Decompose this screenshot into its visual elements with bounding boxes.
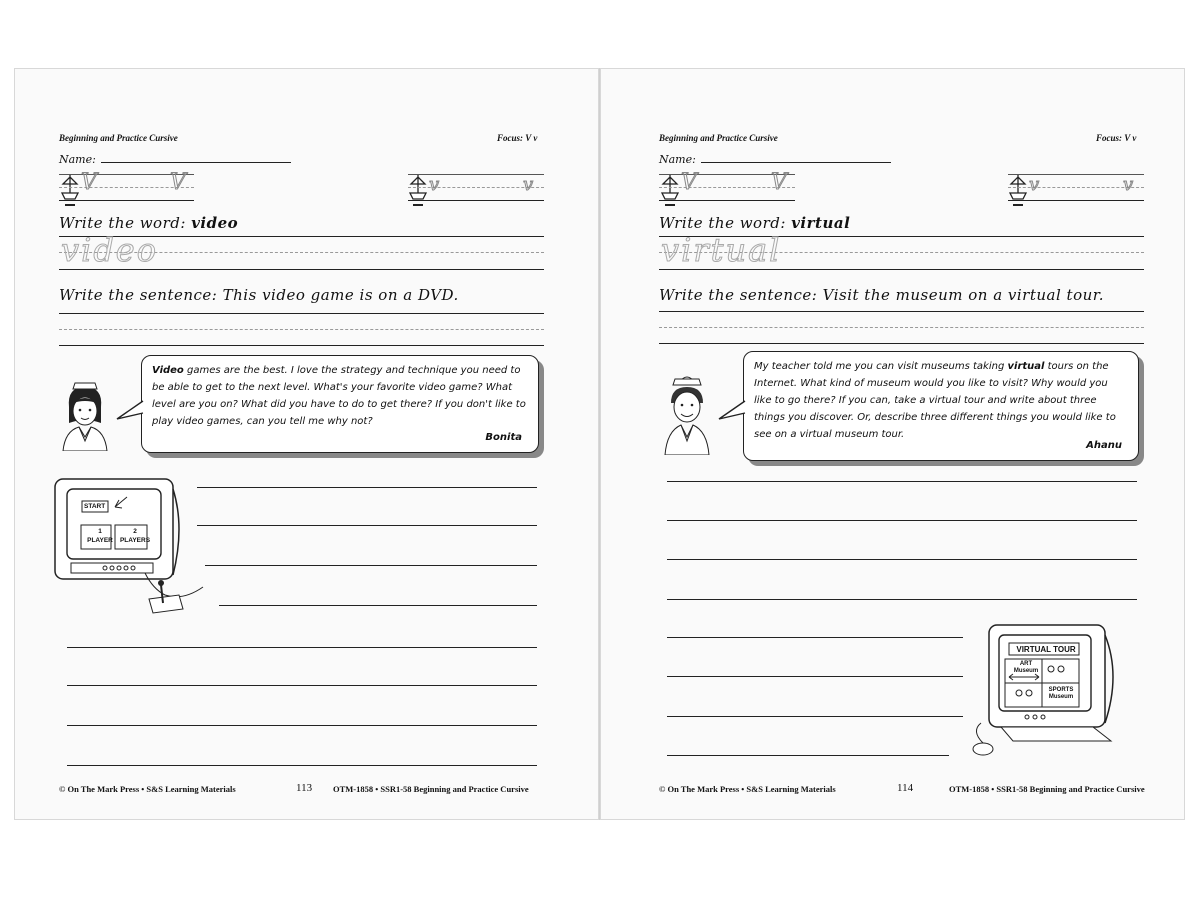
speech-bubble [743, 351, 1139, 461]
bubble-lead-word: Video [152, 365, 184, 376]
bubble-signature: Bonita [485, 432, 522, 443]
sentence-top-line [59, 313, 544, 314]
sentence-mid-line [59, 329, 544, 330]
trace-letter-lower-2: v [1123, 174, 1134, 195]
screen-p2-label: PLAYERS [119, 537, 151, 544]
trace-letter-upper-2: V [170, 170, 186, 195]
writing-line [205, 565, 537, 566]
focus-label: Focus: V v [497, 133, 538, 143]
writing-line [197, 487, 537, 488]
target-sentence: Visit the museum on a virtual tour. [822, 286, 1105, 304]
writing-line [67, 647, 537, 648]
focus-label: Focus: V v [1096, 133, 1137, 143]
guide-base-line [59, 200, 194, 201]
target-word: video [191, 214, 239, 232]
bubble-tail [717, 399, 747, 423]
sentence-base-line [659, 343, 1144, 344]
guide-base-line [408, 200, 544, 201]
writing-line [67, 725, 537, 726]
sentence-base-line [59, 345, 544, 346]
writing-line [667, 481, 1137, 482]
speech-bubble [141, 355, 539, 453]
word-prompt [659, 214, 850, 232]
word-prompt-label: Write the word: [659, 214, 786, 232]
page-number: 114 [897, 782, 914, 794]
page-header-title: Beginning and Practice Cursive [59, 133, 178, 143]
trace-word: virtual [661, 231, 782, 269]
sentence-prompt-label: Write the sentence: [59, 286, 218, 304]
sailboat-start-icon-2 [408, 173, 428, 209]
name-label: Name: [659, 153, 696, 166]
target-sentence: This video game is on a DVD. [222, 286, 459, 304]
bubble-tail [115, 399, 145, 423]
writing-line [67, 685, 537, 686]
footer-catalog: OTM-1858 • SSR1-58 Beginning and Practice Cursive [333, 784, 529, 794]
trace-letter-lower-2: v [523, 174, 534, 195]
word-prompt-label: Write the word: [59, 214, 186, 232]
bubble-body-end: tours on the Internet. What kind of museum would you like to visit? Why would you like to go there? If you can, take a virtual tour and write about three things you discover. Or, describe three different things you would like to see on a virtual museum tour. [754, 361, 1116, 440]
screen-p2-num: 2 [133, 528, 137, 535]
word-base-line [659, 269, 1144, 270]
name-line [101, 162, 291, 163]
writing-line [667, 520, 1137, 521]
writing-line [667, 599, 1137, 600]
screen-sports-museum: SPORTS Museum [1048, 687, 1074, 700]
trace-letter-upper-2: V [771, 170, 787, 195]
screen-p1-label: PLAYER [87, 537, 113, 544]
sailboat-start-icon [60, 173, 80, 209]
trace-letter-lower: v [1029, 174, 1040, 195]
screen-title: VIRTUAL TOUR [1016, 645, 1076, 654]
writing-line [667, 716, 963, 717]
screen-start-label: START [84, 503, 106, 510]
guide-base-line [1008, 200, 1144, 201]
writing-line [667, 755, 949, 756]
writing-line [197, 525, 537, 526]
girl-avatar [55, 379, 115, 451]
page-number: 113 [296, 782, 313, 794]
bubble-bold-word: virtual [1007, 361, 1045, 372]
target-word: virtual [791, 214, 851, 232]
bubble-text [754, 361, 1116, 440]
screen-art-museum: ART Museum [1013, 661, 1039, 674]
page-header-title: Beginning and Practice Cursive [659, 133, 778, 143]
footer-copyright: © On The Mark Press • S&S Learning Materials [659, 784, 836, 794]
boy-avatar [657, 369, 717, 455]
sentence-top-line [659, 311, 1144, 312]
right-worksheet-page [600, 68, 1185, 820]
writing-line [667, 676, 963, 677]
guide-base-line [659, 200, 795, 201]
sentence-prompt [59, 286, 459, 304]
sentence-prompt [659, 286, 1104, 304]
word-prompt [59, 214, 238, 232]
bubble-body: games are the best. I love the strategy and technique you need to be able to get to the next level. What's your favorite video game? What level are you on? What did you have to do to get there? If you don't like to play video games, can you tell me why not? [152, 365, 526, 427]
word-base-line [59, 269, 544, 270]
sentence-mid-line [659, 327, 1144, 328]
screen-two-players [119, 527, 151, 545]
screen-one-player [85, 527, 115, 545]
trace-word: video [61, 231, 158, 269]
writing-line [667, 637, 963, 638]
trace-letter-upper: V [81, 170, 97, 195]
bubble-body-start: My teacher told me you can visit museums taking [754, 361, 1008, 372]
bubble-signature: Ahanu [1086, 440, 1122, 451]
video-game-computer-illustration [53, 477, 213, 615]
name-line [701, 162, 891, 163]
screen-p1-num: 1 [98, 528, 102, 535]
footer-copyright: © On The Mark Press • S&S Learning Materials [59, 784, 236, 794]
trace-letter-upper: V [681, 170, 697, 195]
sentence-prompt-label: Write the sentence: [659, 286, 818, 304]
bubble-text [152, 365, 526, 427]
sailboat-start-icon-2 [1008, 173, 1028, 209]
left-worksheet-page [14, 68, 599, 820]
writing-line [67, 765, 537, 766]
trace-letter-lower: v [429, 174, 440, 195]
writing-line [219, 605, 537, 606]
sailboat-start-icon [660, 173, 680, 209]
name-label: Name: [59, 153, 96, 166]
writing-line [667, 559, 1137, 560]
footer-catalog: OTM-1858 • SSR1-58 Beginning and Practice Cursive [949, 784, 1145, 794]
